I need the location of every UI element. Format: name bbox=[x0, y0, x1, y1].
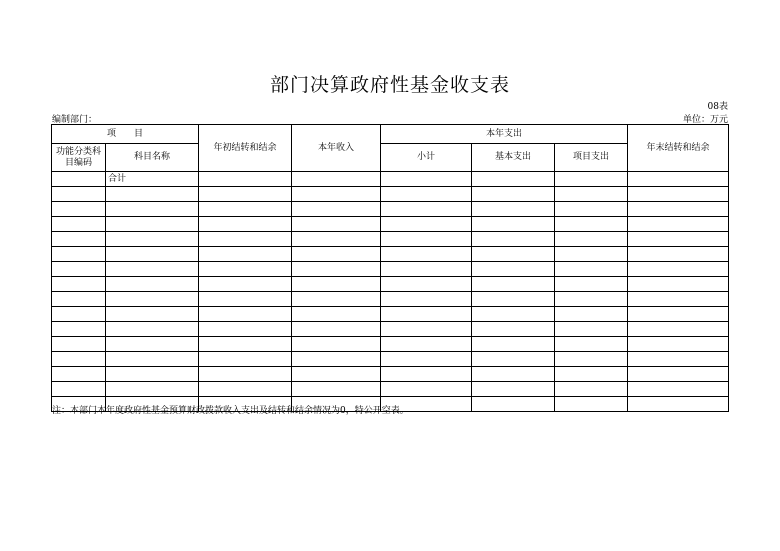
table-cell bbox=[472, 382, 555, 397]
table-cell bbox=[292, 187, 381, 202]
header-project-expenditure: 项目支出 bbox=[555, 144, 628, 172]
unit-label: 单位：万元 bbox=[682, 115, 728, 125]
table-cell bbox=[628, 202, 729, 217]
total-label: 合计 bbox=[106, 172, 199, 187]
table-cell bbox=[199, 262, 292, 277]
table-cell bbox=[555, 382, 628, 397]
table-row bbox=[52, 262, 729, 277]
header-function-code: 功能分类科目编码 bbox=[52, 144, 106, 172]
table-cell bbox=[472, 247, 555, 262]
header-subject-name: 科目名称 bbox=[106, 144, 199, 172]
table-cell bbox=[381, 172, 472, 187]
table-row bbox=[52, 247, 729, 262]
table-cell bbox=[52, 172, 106, 187]
table-cell bbox=[52, 277, 106, 292]
table-cell bbox=[555, 352, 628, 367]
table-cell bbox=[52, 307, 106, 322]
table-row bbox=[52, 352, 729, 367]
table-cell bbox=[106, 217, 199, 232]
table-row bbox=[52, 307, 729, 322]
table-cell bbox=[472, 202, 555, 217]
table-cell bbox=[106, 367, 199, 382]
table-cell bbox=[292, 202, 381, 217]
table-cell bbox=[292, 307, 381, 322]
table-cell bbox=[292, 232, 381, 247]
table-cell bbox=[292, 367, 381, 382]
table-cell bbox=[381, 307, 472, 322]
table-row bbox=[52, 202, 729, 217]
table-cell bbox=[52, 232, 106, 247]
table-cell bbox=[555, 172, 628, 187]
table-cell bbox=[628, 292, 729, 307]
table-cell bbox=[555, 217, 628, 232]
table-cell bbox=[199, 232, 292, 247]
table-cell bbox=[472, 217, 555, 232]
table-cell bbox=[292, 247, 381, 262]
header-current-income: 本年收入 bbox=[292, 125, 381, 172]
table-cell bbox=[628, 172, 729, 187]
table-cell bbox=[555, 187, 628, 202]
header-current-expenditure: 本年支出 bbox=[381, 125, 628, 144]
table-cell bbox=[106, 247, 199, 262]
table-cell bbox=[199, 367, 292, 382]
table-row bbox=[52, 232, 729, 247]
table-cell bbox=[292, 322, 381, 337]
table-cell bbox=[555, 307, 628, 322]
header-opening-balance: 年初结转和结余 bbox=[199, 125, 292, 172]
table-cell bbox=[199, 247, 292, 262]
table-cell bbox=[381, 232, 472, 247]
table-cell bbox=[199, 352, 292, 367]
header-row-1 bbox=[52, 125, 729, 144]
table-cell bbox=[106, 262, 199, 277]
table-cell bbox=[199, 277, 292, 292]
table-cell bbox=[555, 232, 628, 247]
header-item: 项 目 bbox=[52, 125, 199, 144]
table-cell bbox=[555, 292, 628, 307]
table-cell bbox=[199, 322, 292, 337]
footnote: 注：本部门本年度政府性基金预算财政拨款收入支出及结转和结余情况为0，特公开空表。 bbox=[52, 406, 409, 416]
table-cell bbox=[381, 352, 472, 367]
table-cell bbox=[381, 322, 472, 337]
table-cell bbox=[292, 382, 381, 397]
table-cell bbox=[555, 397, 628, 412]
page-title: 部门决算政府性基金收支表 bbox=[269, 74, 510, 96]
table-cell bbox=[52, 367, 106, 382]
table-cell bbox=[292, 262, 381, 277]
table-row bbox=[52, 292, 729, 307]
table-cell bbox=[555, 262, 628, 277]
table-cell bbox=[472, 322, 555, 337]
table-cell bbox=[628, 232, 729, 247]
table-cell bbox=[555, 247, 628, 262]
table-cell bbox=[199, 217, 292, 232]
table-cell bbox=[555, 277, 628, 292]
table-cell bbox=[472, 337, 555, 352]
table-cell bbox=[106, 187, 199, 202]
table-cell bbox=[555, 322, 628, 337]
table-cell bbox=[52, 322, 106, 337]
table-cell bbox=[472, 172, 555, 187]
table-cell bbox=[199, 307, 292, 322]
department-label: 编制部门： bbox=[52, 115, 98, 125]
table-cell bbox=[628, 307, 729, 322]
table-cell bbox=[292, 277, 381, 292]
header-basic-expenditure: 基本支出 bbox=[472, 144, 555, 172]
table-cell bbox=[106, 352, 199, 367]
table-cell bbox=[52, 337, 106, 352]
table-cell bbox=[199, 382, 292, 397]
table-cell bbox=[381, 292, 472, 307]
table-cell bbox=[472, 277, 555, 292]
table-cell bbox=[472, 397, 555, 412]
table-cell bbox=[106, 202, 199, 217]
header-row-2 bbox=[52, 144, 729, 172]
table-cell bbox=[472, 187, 555, 202]
table-cell bbox=[199, 202, 292, 217]
table-cell bbox=[52, 352, 106, 367]
table-cell bbox=[628, 217, 729, 232]
table-cell bbox=[106, 277, 199, 292]
table-cell bbox=[555, 337, 628, 352]
table-cell bbox=[292, 292, 381, 307]
header-closing-balance: 年末结转和结余 bbox=[628, 125, 729, 172]
table-cell bbox=[106, 307, 199, 322]
table-cell bbox=[628, 187, 729, 202]
table-cell bbox=[628, 322, 729, 337]
table-cell bbox=[472, 367, 555, 382]
table-cell bbox=[628, 397, 729, 412]
table-cell bbox=[628, 277, 729, 292]
table-cell bbox=[555, 202, 628, 217]
table-row bbox=[52, 382, 729, 397]
table-cell bbox=[106, 337, 199, 352]
table-cell bbox=[628, 262, 729, 277]
table-cell bbox=[472, 292, 555, 307]
fund-table bbox=[51, 124, 729, 412]
table-row bbox=[52, 337, 729, 352]
table-cell bbox=[628, 382, 729, 397]
table-cell bbox=[106, 382, 199, 397]
form-number: 08表 bbox=[707, 102, 728, 112]
table-row bbox=[52, 277, 729, 292]
table-cell bbox=[381, 382, 472, 397]
table-cell bbox=[472, 232, 555, 247]
table-cell bbox=[628, 367, 729, 382]
table-cell bbox=[628, 352, 729, 367]
table-cell bbox=[52, 247, 106, 262]
table-cell bbox=[52, 262, 106, 277]
table-cell bbox=[472, 262, 555, 277]
table-cell bbox=[52, 382, 106, 397]
table-cell bbox=[628, 247, 729, 262]
table-cell bbox=[628, 337, 729, 352]
table-cell bbox=[292, 352, 381, 367]
table-cell bbox=[381, 202, 472, 217]
header-subtotal: 小计 bbox=[381, 144, 472, 172]
table-row bbox=[52, 217, 729, 232]
table-cell bbox=[52, 187, 106, 202]
table-row bbox=[52, 187, 729, 202]
table-cell bbox=[292, 217, 381, 232]
table-cell bbox=[381, 187, 472, 202]
table-cell bbox=[381, 247, 472, 262]
table-cell bbox=[472, 352, 555, 367]
table-cell bbox=[292, 337, 381, 352]
table-cell bbox=[52, 217, 106, 232]
table-cell bbox=[199, 337, 292, 352]
total-row bbox=[52, 172, 729, 187]
table-cell bbox=[106, 292, 199, 307]
table-cell bbox=[106, 232, 199, 247]
table-cell bbox=[381, 337, 472, 352]
table-cell bbox=[381, 277, 472, 292]
table-cell bbox=[555, 367, 628, 382]
table-cell bbox=[106, 322, 199, 337]
table-cell bbox=[199, 187, 292, 202]
table-cell bbox=[381, 367, 472, 382]
table-cell bbox=[381, 262, 472, 277]
table-cell bbox=[199, 292, 292, 307]
table-row bbox=[52, 322, 729, 337]
table-cell bbox=[52, 202, 106, 217]
table-cell bbox=[292, 172, 381, 187]
table-cell bbox=[472, 307, 555, 322]
table-row bbox=[52, 367, 729, 382]
table-cell bbox=[52, 292, 106, 307]
table-cell bbox=[381, 217, 472, 232]
table-cell bbox=[199, 172, 292, 187]
